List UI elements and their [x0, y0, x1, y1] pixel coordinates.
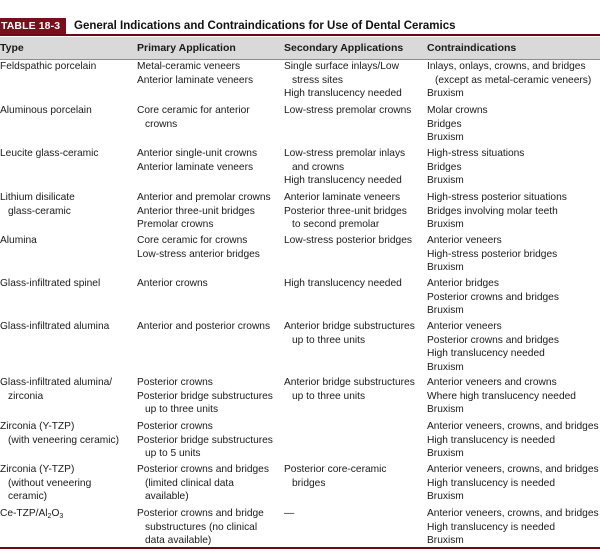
cell-line: to second premolar	[292, 219, 380, 230]
header-type: Type	[0, 42, 24, 54]
cell-type	[0, 507, 128, 524]
cell-line: Bruxism	[427, 175, 464, 186]
cell-line: (without veneering	[8, 477, 92, 489]
cell-line: Molar crowns	[427, 105, 488, 116]
cell-line: Low-stress premolar crowns	[284, 105, 412, 116]
cell-line: Anterior veneers and crowns	[427, 377, 557, 388]
cell-line: Anterior laminate veneers	[137, 161, 254, 173]
cell-line: Metal-ceramic veneers	[137, 61, 241, 72]
cell-secondary-applications	[284, 376, 422, 403]
cell-line: High translucency is needed	[427, 521, 555, 533]
cell-line: up to three units	[292, 390, 366, 402]
cell-contraindications	[427, 420, 599, 461]
cell-line: Bruxism	[427, 361, 464, 373]
cell-contraindications	[427, 104, 599, 145]
cell-line: Low-stress anterior bridges	[137, 248, 260, 260]
cell-line: Bridges involving molar teeth	[427, 205, 558, 217]
cell-contraindications	[427, 277, 599, 318]
cell-type	[0, 234, 128, 248]
cell-secondary-applications	[284, 234, 422, 248]
cell-type	[0, 420, 128, 447]
cell-contraindications	[427, 463, 599, 504]
cell-line: Low-stress premolar inlays	[284, 148, 406, 159]
cell-line: Anterior laminate veneers	[137, 74, 254, 86]
cell-line: Single surface inlays/Low	[284, 61, 399, 72]
cell-primary-application	[137, 234, 277, 261]
cell-line: Lithium disilicate	[0, 192, 75, 203]
cell-line: High translucency needed	[284, 88, 402, 99]
cell-line: Posterior crowns and bridges	[427, 334, 559, 346]
cell-line: Bruxism	[427, 262, 464, 273]
table-bottom-rule	[0, 547, 600, 549]
cell-line: Anterior crowns	[137, 278, 208, 289]
cell-line: Zirconia (Y-TZP)	[0, 421, 75, 432]
cell-line: Anterior and premolar crowns	[137, 192, 271, 203]
cell-line: Bridges	[427, 118, 462, 130]
cell-contraindications	[427, 376, 599, 417]
cell-line: up to three units	[145, 404, 219, 415]
cell-line: High-stress situations	[427, 148, 525, 159]
cell-type	[0, 104, 128, 118]
cell-line: Aluminous porcelain	[0, 105, 92, 116]
cell-line: (with veneering ceramic)	[8, 434, 119, 446]
cell-primary-application	[137, 463, 277, 504]
cell-line: High translucency needed	[427, 348, 545, 359]
cell-line: Anterior bridges	[427, 278, 499, 289]
cell-contraindications	[427, 507, 599, 548]
cell-line: Alumina	[0, 235, 37, 246]
cell-secondary-applications	[284, 147, 422, 188]
cell-line: High-stress posterior situations	[427, 192, 567, 203]
cell-line: Anterior laminate veneers	[284, 192, 401, 203]
cell-line: bridges	[292, 477, 326, 489]
cell-type	[0, 376, 128, 403]
cell-contraindications	[427, 60, 599, 101]
cell-line: Bruxism	[427, 491, 464, 502]
cell-line: glass-ceramic	[8, 205, 71, 217]
cell-line: Core ceramic for anterior	[137, 105, 250, 116]
cell-line: Bruxism	[427, 448, 464, 459]
cell-contraindications	[427, 320, 599, 374]
header-secondary-applications: Secondary Applications	[284, 42, 404, 54]
cell-line: Feldspathic porcelain	[0, 61, 97, 72]
cell-line: High translucency is needed	[427, 477, 555, 489]
cell-line: and crowns	[292, 161, 345, 173]
cell-line: (except as metal-ceramic veneers)	[435, 74, 592, 86]
cell-line: High-stress posterior bridges	[427, 248, 558, 260]
cell-primary-application	[137, 60, 277, 87]
cell-line: Bruxism	[427, 88, 464, 99]
cell-line: Anterior bridge substructures	[284, 321, 415, 332]
header-primary-application: Primary Application	[137, 42, 236, 54]
cell-primary-application	[137, 191, 277, 232]
cell-type	[0, 463, 128, 504]
cell-line: Bruxism	[427, 132, 464, 143]
cell-line: zirconia	[8, 390, 44, 402]
cell-line: available)	[145, 491, 189, 502]
cell-primary-application	[137, 420, 277, 461]
cell-line: up to three units	[292, 334, 366, 346]
cell-primary-application	[137, 147, 277, 174]
cell-line: Bruxism	[427, 219, 464, 230]
cell-primary-application	[137, 507, 277, 548]
cell-contraindications	[427, 234, 599, 275]
cell-line: Glass-infiltrated spinel	[0, 278, 101, 289]
table-title: General Indications and Contraindications for Use of Dental Ceramics	[74, 20, 456, 32]
cell-line: Bruxism	[427, 535, 464, 546]
cell-line: data available)	[145, 535, 212, 546]
cell-line: —	[284, 508, 295, 519]
cell-line: Anterior veneers	[427, 235, 502, 246]
cell-secondary-applications	[284, 60, 422, 101]
cell-line: Posterior three-unit bridges	[284, 205, 407, 217]
header-contraindications: Contraindications	[427, 42, 517, 54]
cell-primary-application	[137, 277, 277, 291]
table-number: TABLE 18-3	[1, 20, 61, 32]
table-number-tag	[0, 18, 66, 34]
cell-line: substructures (no clinical	[145, 521, 258, 533]
cell-line: (limited clinical data	[145, 477, 234, 489]
table-header-row	[0, 37, 600, 60]
cell-primary-application	[137, 320, 277, 334]
cell-contraindications	[427, 191, 599, 232]
cell-line: Posterior crowns	[137, 377, 213, 388]
cell-line: $Ce-TZP/Al_2O_3$	[0, 508, 64, 520]
cell-primary-application	[137, 376, 277, 417]
cell-line: stress sites	[292, 74, 343, 86]
cell-line: Glass-infiltrated alumina	[0, 321, 110, 332]
cell-line: Premolar crowns	[137, 219, 214, 230]
cell-line: Posterior bridge substructures	[137, 434, 273, 446]
cell-line: up to 5 units	[145, 448, 201, 459]
cell-line: Posterior crowns and bridge	[137, 508, 264, 519]
cell-line: Anterior veneers	[427, 321, 502, 332]
cell-line: Anterior and posterior crowns	[137, 321, 271, 332]
cell-line: Anterior bridge substructures	[284, 377, 415, 388]
cell-line: Bruxism	[427, 305, 464, 316]
cell-line: crowns	[145, 118, 178, 130]
cell-line: Posterior crowns and bridges	[427, 291, 559, 303]
cell-line: High translucency is needed	[427, 434, 555, 446]
cell-line: Glass-infiltrated alumina/	[0, 377, 113, 388]
cell-line: Anterior single-unit crowns	[137, 148, 258, 159]
cell-line: Core ceramic for crowns	[137, 235, 248, 246]
cell-type	[0, 277, 128, 291]
cell-type	[0, 147, 128, 161]
cell-line: Anterior veneers, crowns, and bridges	[427, 421, 599, 432]
cell-line: High translucency needed	[284, 278, 402, 289]
cell-line: Bridges	[427, 161, 462, 173]
cell-line: Zirconia (Y-TZP)	[0, 464, 75, 475]
cell-line: Inlays, onlays, crowns, and bridges	[427, 61, 586, 72]
cell-secondary-applications	[284, 320, 422, 347]
cell-primary-application	[137, 104, 277, 131]
cell-secondary-applications	[284, 277, 422, 291]
cell-secondary-applications	[284, 507, 422, 521]
cell-line: Where high translucency needed	[427, 390, 576, 402]
table-caption	[0, 18, 600, 36]
cell-type	[0, 320, 128, 334]
cell-type	[0, 191, 128, 218]
cell-line: High translucency needed	[284, 175, 402, 186]
cell-line: Posterior crowns and bridges	[137, 464, 269, 475]
cell-line: Low-stress posterior bridges	[284, 235, 412, 246]
cell-type	[0, 60, 128, 74]
cell-line: Anterior three-unit bridges	[137, 205, 255, 217]
cell-secondary-applications	[284, 463, 422, 490]
cell-line: Anterior veneers, crowns, and bridges	[427, 508, 599, 519]
cell-contraindications	[427, 147, 599, 188]
cell-line: Bruxism	[427, 404, 464, 415]
cell-line: Posterior bridge substructures	[137, 390, 273, 402]
cell-secondary-applications	[284, 191, 422, 232]
cell-line: ceramic)	[8, 491, 48, 502]
cell-secondary-applications	[284, 104, 422, 118]
cell-line: Leucite glass-ceramic	[0, 148, 99, 159]
cell-line: Posterior crowns	[137, 421, 213, 432]
cell-line: Posterior core-ceramic	[284, 464, 387, 475]
cell-line: Anterior veneers, crowns, and bridges	[427, 464, 599, 475]
